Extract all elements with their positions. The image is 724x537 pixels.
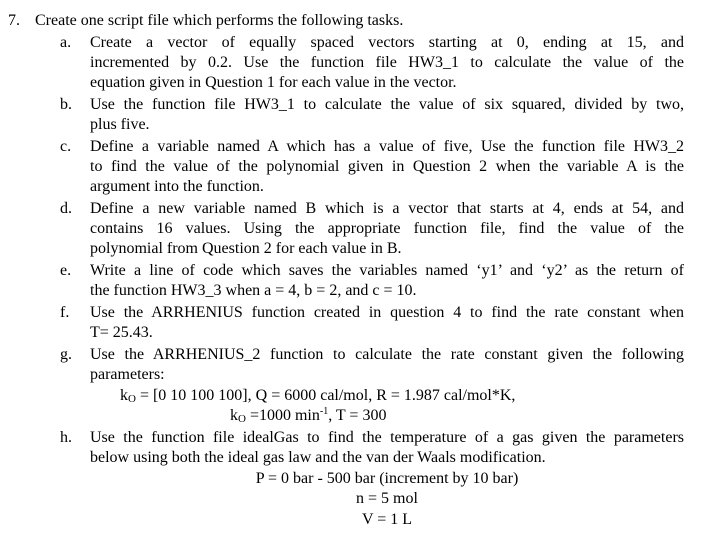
item-text-line: Use the function file idealGas to find the temperature of a gas given the parameters	[90, 429, 684, 446]
item-text-line: plus five.	[90, 116, 150, 133]
item-text-line: contains 16 values. Using the appropriate function file, find the value of the	[90, 220, 684, 237]
item-label: a.	[60, 34, 72, 51]
item-text-line: Define a new variable named B which is a vector that starts at 4, ends at 54, and	[90, 200, 684, 217]
parameter-volume: V = 1 L	[361, 511, 413, 528]
item-label: f.	[60, 304, 70, 321]
item-text-line: parameters:	[90, 366, 165, 383]
item-text-line: incremented by 0.2. Use the function file HW3_1 to calculate the value of the	[90, 54, 684, 71]
item-label: h.	[60, 429, 72, 446]
item-text-line: Use the ARRHENIUS_2 function to calculate the rate constant given the following	[90, 346, 684, 363]
parameter-line-k0: $k_O = [0$ 10 100 100], Q = 6000 cal/mol, R = 1.987 cal/mol*K,	[120, 387, 516, 405]
item-text-line: Use the ARRHENIUS function created in question 4 to find the rate constant when	[90, 304, 684, 321]
item-text-line: Use the function file HW3_1 to calculate the value of six squared, divided by two,	[90, 96, 684, 113]
item-text-line: below using both the ideal gas law and the van der Waals modification.	[90, 449, 546, 466]
item-text-line: equation given in Question 1 for each value in the vector.	[90, 74, 457, 91]
parameter-pressure: P = 0 bar - 500 bar (increment by 10 bar)	[255, 470, 519, 487]
parameter-moles: n = 5 mol	[356, 490, 418, 507]
item-label: d.	[60, 200, 72, 217]
item-text-line: argument into the function.	[90, 178, 264, 195]
item-label: c.	[60, 138, 72, 155]
item-label: b.	[60, 96, 72, 113]
parameter-line-k0-time: $k_O =1000$ $\min^{-1}$, T = 300	[230, 406, 387, 425]
item-label: e.	[60, 262, 72, 279]
item-text-line: T= 25.43.	[90, 324, 153, 341]
item-text-line: to find the value of the polynomial given in Question 2 when the variable A is the	[90, 158, 684, 175]
question-title: Create one script file which performs the following tasks.	[35, 12, 404, 29]
item-label: g.	[60, 346, 72, 363]
item-text-line: polynomial from Question 2 for each value in B.	[90, 240, 402, 257]
item-text-line: Create a vector of equally spaced vectors starting at 0, ending at 15, and	[90, 34, 684, 51]
item-text-line: the function HW3_3 when a = 4, b = 2, and c = 10.	[90, 282, 417, 299]
item-text-line: Write a line of code which saves the variables named ‘y1’ and ‘y2’ as the return of	[90, 262, 684, 279]
item-text-line: Define a variable named A which has a value of five, Use the function file HW3_2	[90, 138, 684, 155]
question-number: 7.	[8, 12, 20, 29]
